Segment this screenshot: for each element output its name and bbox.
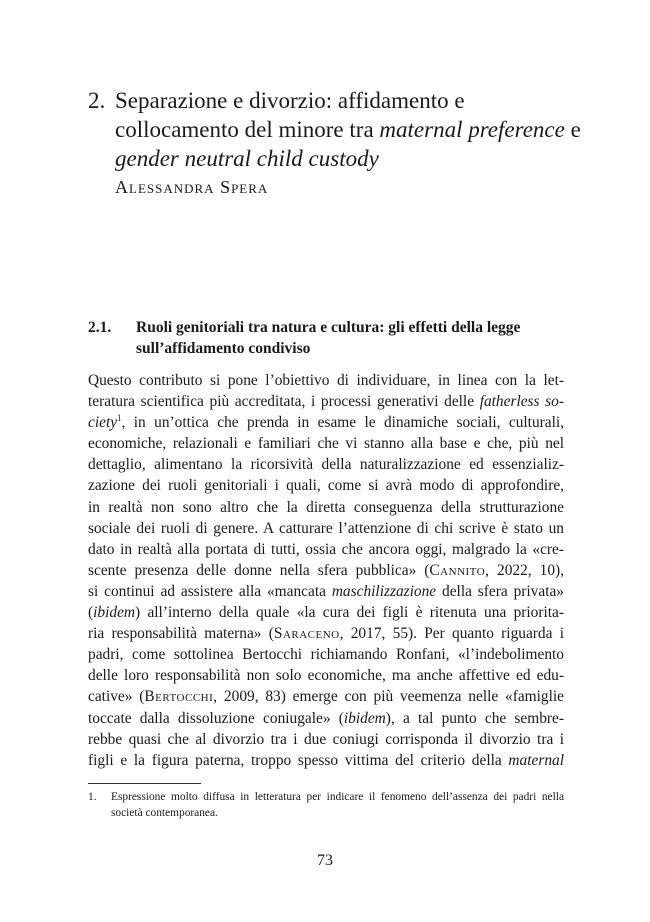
body-line: economiche, relazionali e familiari che vi stanno alla base e che, più nel — [88, 435, 564, 453]
body-line: Questo contributo si pone l’obiettivo di individuare, in linea con la let- — [88, 372, 564, 389]
body-paragraph — [88, 370, 564, 771]
body-line: toccate dalla dissoluzione coniugale» (ibidem), a tal punto che sembre- — [88, 709, 564, 727]
section-number: 2.1. — [88, 319, 112, 336]
footnote-line: Espressione molto diffusa in letteratura per indicare il fenomeno dell’assenza dei padri nella — [111, 791, 564, 803]
footnote-ref[interactable]: 1 — [117, 413, 122, 424]
body-line: sociale dei ruoli di genere. A catturare l’attenzione di chi scrive è stato un — [88, 519, 564, 537]
body-line: in realtà non sono altro che la diretta conseguenza della strutturazione — [88, 498, 564, 516]
body-line: zazione dei ruoli genitoriali i quali, come si avrà modo di approfondire, — [88, 477, 564, 495]
chapter-author: Alessandra Spera — [115, 177, 269, 197]
body-line: dato in realtà alla portata di tutti, ossia che ancora oggi, malgrado la «cre- — [88, 540, 564, 558]
footnote-number: 1. — [88, 791, 97, 803]
body-line: figli e la figura paterna, troppo spesso vittima del criterio della maternal — [88, 751, 564, 769]
footnote-separator — [88, 783, 201, 784]
page-number: 73 — [317, 852, 333, 869]
body-line: ria responsabilità materna» (Saraceno, 2017, 55). Per quanto riguarda i — [88, 625, 564, 643]
footnote — [88, 789, 564, 821]
section-title-line-1: Ruoli genitoriali tra natura e cultura: gli effetti della legge — [136, 319, 521, 336]
body-line: ciety$^1$, in un’ottica che prenda in esame le dinamiche sociali, culturali, — [88, 413, 564, 432]
chapter-title-line-2: collocamento del minore tra maternal preference e — [115, 117, 581, 142]
section-title-line-2: sull’affidamento condiviso — [136, 340, 311, 357]
body-line: cative» (Bertocchi, 2009, 83) emerge con più veemenza nelle «famiglie — [88, 688, 564, 706]
body-line: (ibidem) all’interno della quale «la cura dei figli è ritenuta una priorita- — [88, 604, 564, 622]
footnote-line: società contemporanea. — [111, 807, 218, 819]
chapter-heading — [88, 86, 588, 200]
body-line: si continui ad assistere alla «mancata maschilizzazione della sfera privata» — [88, 582, 565, 600]
body-line: dettaglio, alimentano la ricorsività della naturalizzazione ed essenzializ- — [88, 456, 564, 474]
chapter-title-line-3: gender neutral child custody — [115, 146, 379, 171]
section-heading — [88, 317, 568, 359]
chapter-number: 2. — [88, 88, 106, 113]
body-line: padri, come sottolinea Bertocchi richiamando Ronfani, «l’indebolimento — [88, 646, 564, 664]
body-line: scente presenza delle donne nella sfera pubblica» (Cannito, 2022, 10), — [88, 561, 564, 579]
body-line: rebbe quasi che al divorzio tra i due coniugi corrisponda il divorzio tra i — [88, 730, 564, 748]
body-line: delle loro responsabilità non solo economiche, ma anche affettive ed edu- — [88, 667, 564, 685]
body-line: teratura scientifica più accreditata, i processi generativi delle fatherless so- — [88, 393, 564, 411]
chapter-title-line-1: Separazione e divorzio: affidamento e — [115, 88, 465, 113]
